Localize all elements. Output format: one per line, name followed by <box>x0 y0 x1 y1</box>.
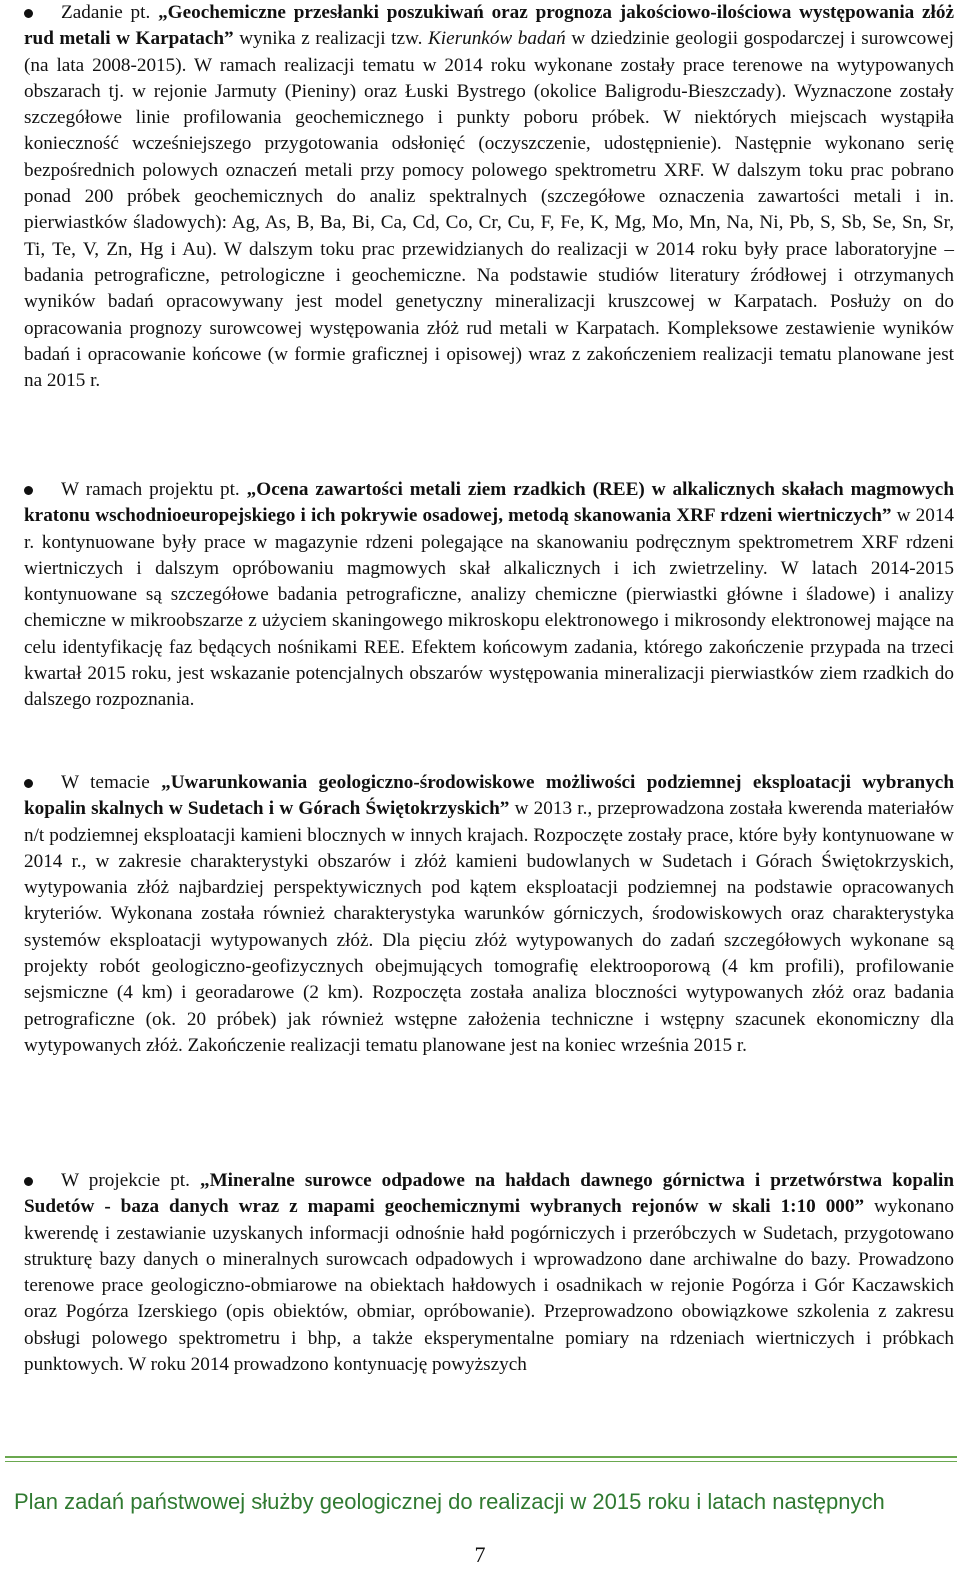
paragraph-sudety <box>24 770 954 1059</box>
paragraph-body: w dziedzinie geologii gospodarczej i surowcowej (na lata 2008-2015). W ramach realizacji tematu w 2014 roku wykonane zostały prace terenowe na wytypowanych obszarach tj. w rejonie Jarmuty (Pieniny) oraz Łuski Bystrego (okolice Baligrodu-Bieszczady). Wyznaczone zostały szczegółowe linie profilowania geochemicznego i punkty poboru próbek. W niektórych miejscach wystąpiła konieczność wcześniejszego przygotowania odsłonięć (oczyszczenie, udostępnienie). Następnie wykonano serię bezpośrednich polowych oznaczeń metali przy pomocy polowego spektrometru XRF. W dalszym toku prac pobrano ponad 200 próbek geochemicznych do analiz spektralnych (szczegółowe oznaczenia zawartości metali i in. pierwiastków śladowych): Ag, As, B, Ba, Bi, Ca, Cd, Co, Cr, Cu, F, Fe, K, Mg, Mo, Mn, Na, Ni, Pb, S, Sb, Se, Sn, Sr, Ti, Te, V, Zn, Hg i Au). W dalszym toku prac przewidzianych do realizacji w 2014 roku były prace laboratoryjne – badania petrograficzne, petrologiczne i geochemiczne. Na podstawie studiów literatury źródłowej i otrzymanych wyników badań opracowywany jest model genetyczny mineralizacji kruszcowej w Karpatach. Posłuży on do opracowania prognozy surowcowej występowania złóż rud metali w Karpatach. Kompleksowe zestawienie wyników badań i opracowanie końcowe (w formie graficznej i opisowej) wraz z zakończeniem realizacji tematu planowane jest na 2015 r. <box>24 28 954 392</box>
project-title: „Geochemiczne przesłanki poszukiwań oraz prognoza jakościowo-ilościowa występowania złóż rud metali w Karpatach” <box>24 2 954 50</box>
paragraph-lead: W projekcie pt. <box>61 1170 200 1191</box>
paragraph-italic: Kierunków badań <box>428 28 566 50</box>
paragraph-body: w 2013 r., przeprowadzona została kwerenda materiałów n/t podziemnej eksploatacji kamieni blocznych w innych krajach. Rozpoczęte zostały prace, które były kontynuowane w 2014 r., w zakresie charakterystyki obszarów i złóż kamieni budowlanych w Sudetach i Górach Świętokrzyskich, wytypowania złóż najbardziej perspektywicznych pod kątem eksploatacji podziemnej na podstawie opracowanych kryteriów. Wykonana została również charakterystyka warunków górniczych, środowiskowych oraz charakterystyka systemów eksploatacji wytypowanych złóż. Dla pięciu złóż wytypowanych do zadań szczegółowych wykonane są projekty robót geologiczno-geofizycznych obejmujących tomografię elektrooporową (4 km profili), profilowanie sejsmiczne (4 km) i georadarowe (2 km). Rozpoczęta została analiza bloczności wytypowanych złóż oraz badania petrograficzne (ok. 20 próbek) jak również wstępne założenia techniczne i wstępny szacunek ekonomiczny dla wytypowanych złóż. Zakończenie realizacji tematu planowane jest na koniec września 2015 r. <box>24 798 954 1056</box>
paragraph-body: wykonano kwerendę i zestawianie uzyskanych informacji odnośnie hałd pogórniczych i przeróbczych w Sudetach, przygotowano strukturę bazy danych o mineralnych surowcach odpadowych i wprowadzono dane archiwalne do bazy. Prowadzono terenowe prace geologiczno-obmiarowe na obiektach hałdowych i osadnikach w rejonie Pogórza i Gór Kaczawskich oraz Pogórza Izerskiego (opis obiektów, obmiar, opróbowanie). Przeprowadzono obowiązkowe szkolenia z zakresu obsługi polowego spektrometru i bhp, a także eksperymentalne pomiary na rdzeniach wiertniczych i próbkach punktowych. W roku 2014 prowadzono kontynuację powyższych <box>24 1196 954 1376</box>
footer-title: Plan zadań państwowej służby geologicznej do realizacji w 2015 roku i latach następnych <box>14 1489 885 1514</box>
project-title: „Ocena zawartości metali ziem rzadkich (REE) w alkalicznych skałach magmowych kratonu wschodnioeuropejskiego i ich pokrywie osadowej, metodą skanowania XRF rdzeni wiertniczych” <box>24 479 954 527</box>
project-title: „Mineralne surowce odpadowe na hałdach dawnego górnictwa i przetwórstwa kopalin Sudetów - baza danych wraz z mapami geochemicznymi wybranych rejonów w skali 1:10 000” <box>24 1170 954 1218</box>
project-title: „Uwarunkowania geologiczno-środowiskowe możliwości podziemnej eksploatacji wybranych kopalin skalnych w Sudetach i w Górach Świętokrzyskich” <box>24 772 954 820</box>
footer-divider-thin <box>5 1461 957 1462</box>
page-number: 7 <box>474 1542 486 1567</box>
paragraph-ree <box>24 477 954 714</box>
paragraph-body: w 2014 r. kontynuowane były prace w magazynie rdzeni polegające na skanowaniu podręcznym spektrometrem XRF rdzeni wiertniczych i dalszym opróbowaniu magmowych skał alkalicznych i ich zwietrzeliny. W latach 2014-2015 kontynuowane są szczegółowe badania petrograficzne, analizy chemiczne (pierwiastki główne i śladowe) i analizy chemiczne w mikroobszarze z użyciem skaningowego mikroskopu elektronowego i mikrosondy elektronowej mające na celu identyfikację faz będących nośnikami REE. Efektem końcowym zadania, którego zakończenie przypada na trzeci kwartał 2015 roku, jest wskazanie potencjalnych obszarów występowania mineralizacji pierwiastków ziem rzadkich do dalszego rozpoznania. <box>24 505 955 711</box>
paragraph-haldy <box>24 1168 954 1378</box>
paragraph-mid: wynika z realizacji tzw. <box>233 28 428 50</box>
paragraph-lead: W temacie <box>61 772 162 793</box>
paragraph-lead: W ramach projektu pt. <box>61 479 247 500</box>
paragraph-karpaty <box>24 0 954 394</box>
footer-divider <box>5 1456 957 1458</box>
paragraph-lead: Zadanie pt. <box>61 2 159 23</box>
